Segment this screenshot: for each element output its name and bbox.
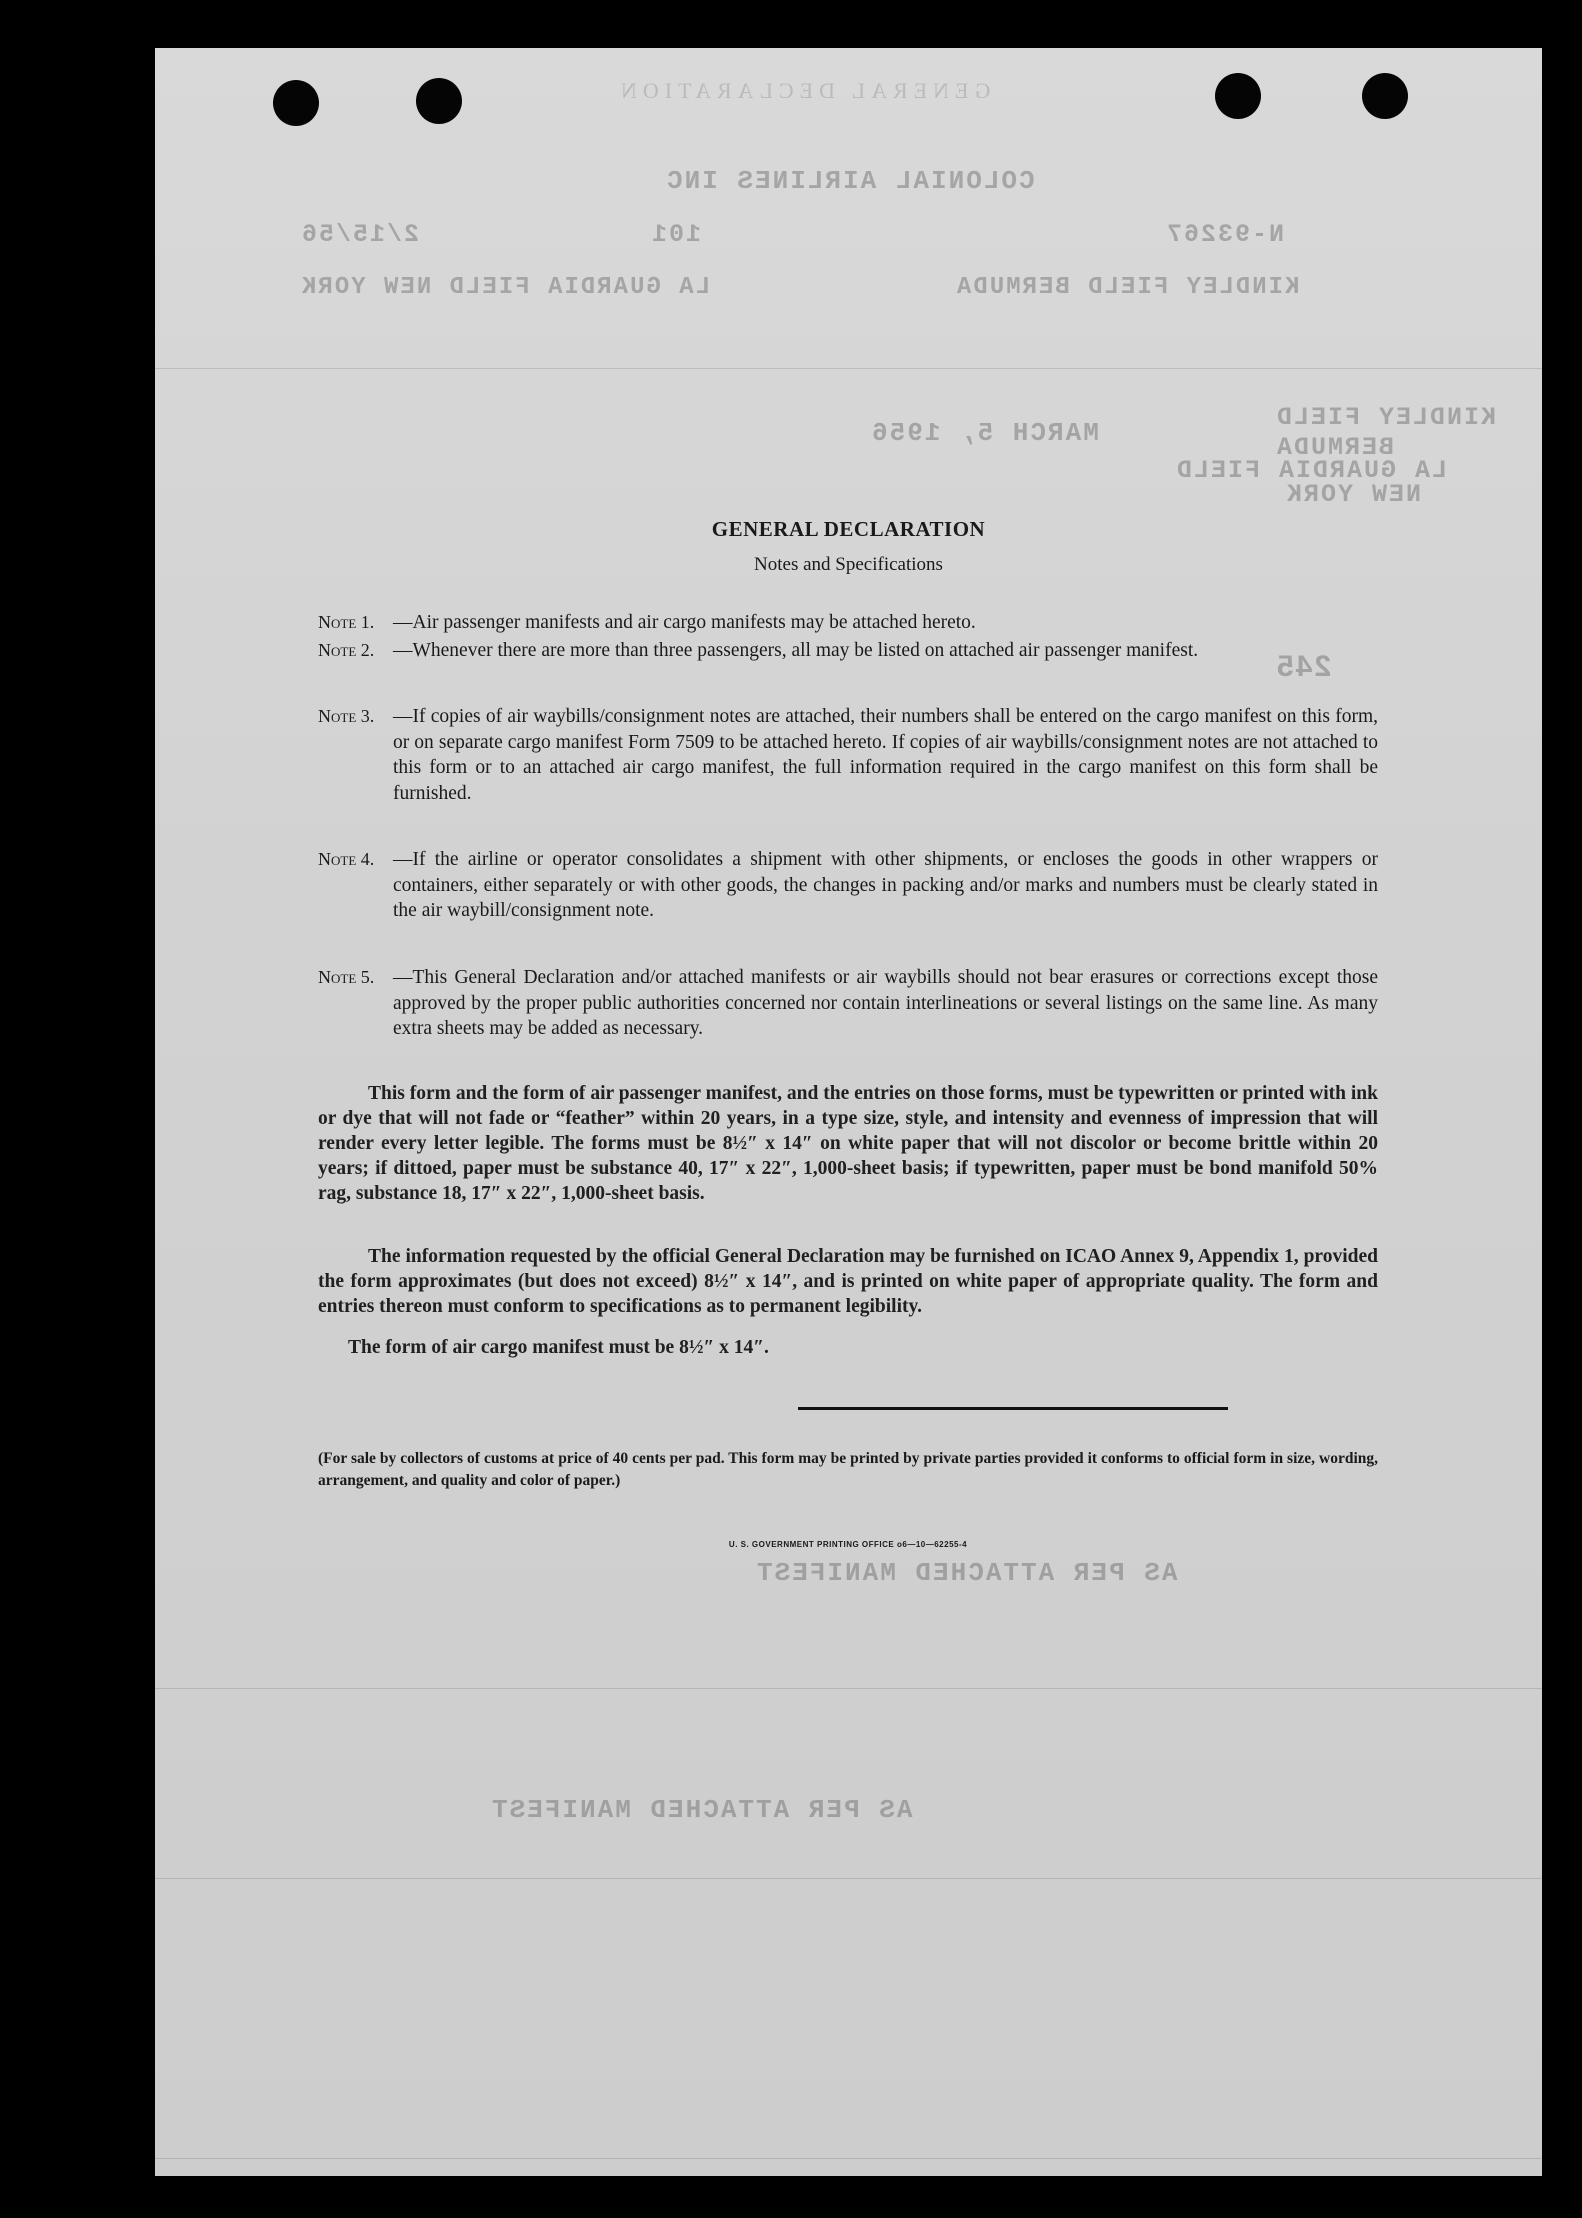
bleed-number: 245 — [1275, 650, 1332, 683]
note-label: Note 1. — [318, 612, 375, 632]
punch-hole-right-1 — [1215, 73, 1261, 119]
bleed-route-from: KINDLEY FIELD BERMUDA — [955, 274, 1300, 301]
sale-notice: (For sale by collectors of customs at price of 40 cents per pad. This form may be printed by private parties provided it conforms to official form in size, wording, arrangement, and quality and color of paper.) — [318, 1450, 1378, 1489]
note-text: —Air passenger manifests and air cargo manifests may be attached hereto. — [393, 612, 976, 633]
note-text: —Whenever there are more than three passengers, all may be listed on attached air passenger manifest. — [393, 640, 1199, 661]
bleed-route-to: LA GUARDIA FIELD NEW YORK — [300, 274, 711, 301]
note-2 — [318, 638, 1378, 664]
punch-hole-right-2 — [1362, 73, 1408, 119]
bleed-rule — [155, 368, 1542, 369]
bleed-airline: COLONIAL AIRLINES INC — [665, 166, 1035, 196]
paragraph-icao: The information requested by the official General Declaration may be furnished on ICAO Annex 9, Appendix 1, provided the form approximates (but does not exceed) 8½″ x 14″, and is printed on white paper of appropriate quality. The form and entries thereon must conform to specifications as to permanent legibility. — [318, 1246, 1378, 1317]
bleed-place-3: LA GUARDIA FIELD — [1175, 456, 1448, 485]
note-5 — [318, 965, 1378, 1042]
document-page — [155, 48, 1542, 2176]
bleed-rule — [155, 2158, 1542, 2159]
bleed-place-2: BERMUDA — [1275, 433, 1395, 462]
bleed-place-1: KINDLEY FIELD — [1275, 403, 1497, 432]
note-4 — [318, 847, 1378, 924]
note-text: —If the airline or operator consolidates a shipment with other shipments, or encloses the goods in other wrappers or containers, either separately or with other goods, the changes in packing and/or marks and numbers must be clearly stated in the air waybill/consignment note. — [393, 849, 1378, 921]
page-title: GENERAL DECLARATION — [711, 517, 986, 541]
note-text: —This General Declaration and/or attached manifests or air waybills should not bear erasures or corrections except those approved by the proper public authorities concerned nor contain interlineations or several listings on the same line. As many extra sheets may be added as necessary. — [393, 967, 1378, 1039]
note-label: Note 5. — [318, 967, 375, 987]
paragraph-cargo-manifest-size: The form of air cargo manifest must be 8½″ x 14″. — [348, 1337, 769, 1358]
printing-office-line: U. S. GOVERNMENT PRINTING OFFICE o6—10—62255-4 — [728, 1540, 968, 1549]
bleed-place-4: NEW YORK — [1285, 480, 1422, 509]
bleed-date: 2/15/56 — [300, 220, 420, 249]
bleed-manifest-no: N-93267 — [1165, 220, 1285, 249]
bleed-date-long: MARCH 5, 1956 — [870, 418, 1099, 448]
bleed-rule — [155, 1688, 1542, 1689]
bleed-flight-no: 101 — [650, 220, 702, 249]
bleed-cargo-note: AS PER ATTACHED MANIFEST — [490, 1795, 913, 1825]
punch-hole-left-1 — [273, 80, 319, 126]
punch-hole-left-2 — [416, 78, 462, 124]
bleed-rule — [155, 1878, 1542, 1879]
bleed-title: GENERAL DECLARATION — [615, 78, 991, 103]
divider-rule — [798, 1407, 1228, 1410]
paragraph-form-requirements: This form and the form of air passenger manifest, and the entries on those forms, must be typewritten or printed with ink or dye that will not fade or “feather” within 20 years, in a type size, style, and intensity and evenness of impression that will render every letter legible. The forms must be 8½″ x 14″ on white paper that will not discolor or become brittle within 20 years; if dittoed, paper must be substance 40, 17″ x 22″, 1,000-sheet basis; if typewritten, paper must be bond manifold 50% rag, substance 18, 17″ x 22″, 1,000-sheet basis. — [318, 1083, 1378, 1204]
note-3 — [318, 704, 1378, 806]
bleed-passenger-note: AS PER ATTACHED MANIFEST — [755, 1558, 1178, 1588]
note-label: Note 3. — [318, 706, 375, 726]
note-1 — [318, 610, 1378, 636]
note-label: Note 4. — [318, 849, 375, 869]
note-text: —If copies of air waybills/consignment notes are attached, their numbers shall be entered on the cargo manifest on this form, or on separate cargo manifest Form 7509 to be attached hereto. If copies of air waybills/consignment notes are not attached to this form or to an attached air cargo manifest, the full information required in the cargo manifest on this form shall be furnished. — [393, 706, 1378, 804]
page-subtitle: Notes and Specifications — [754, 554, 943, 575]
note-label: Note 2. — [318, 640, 375, 660]
